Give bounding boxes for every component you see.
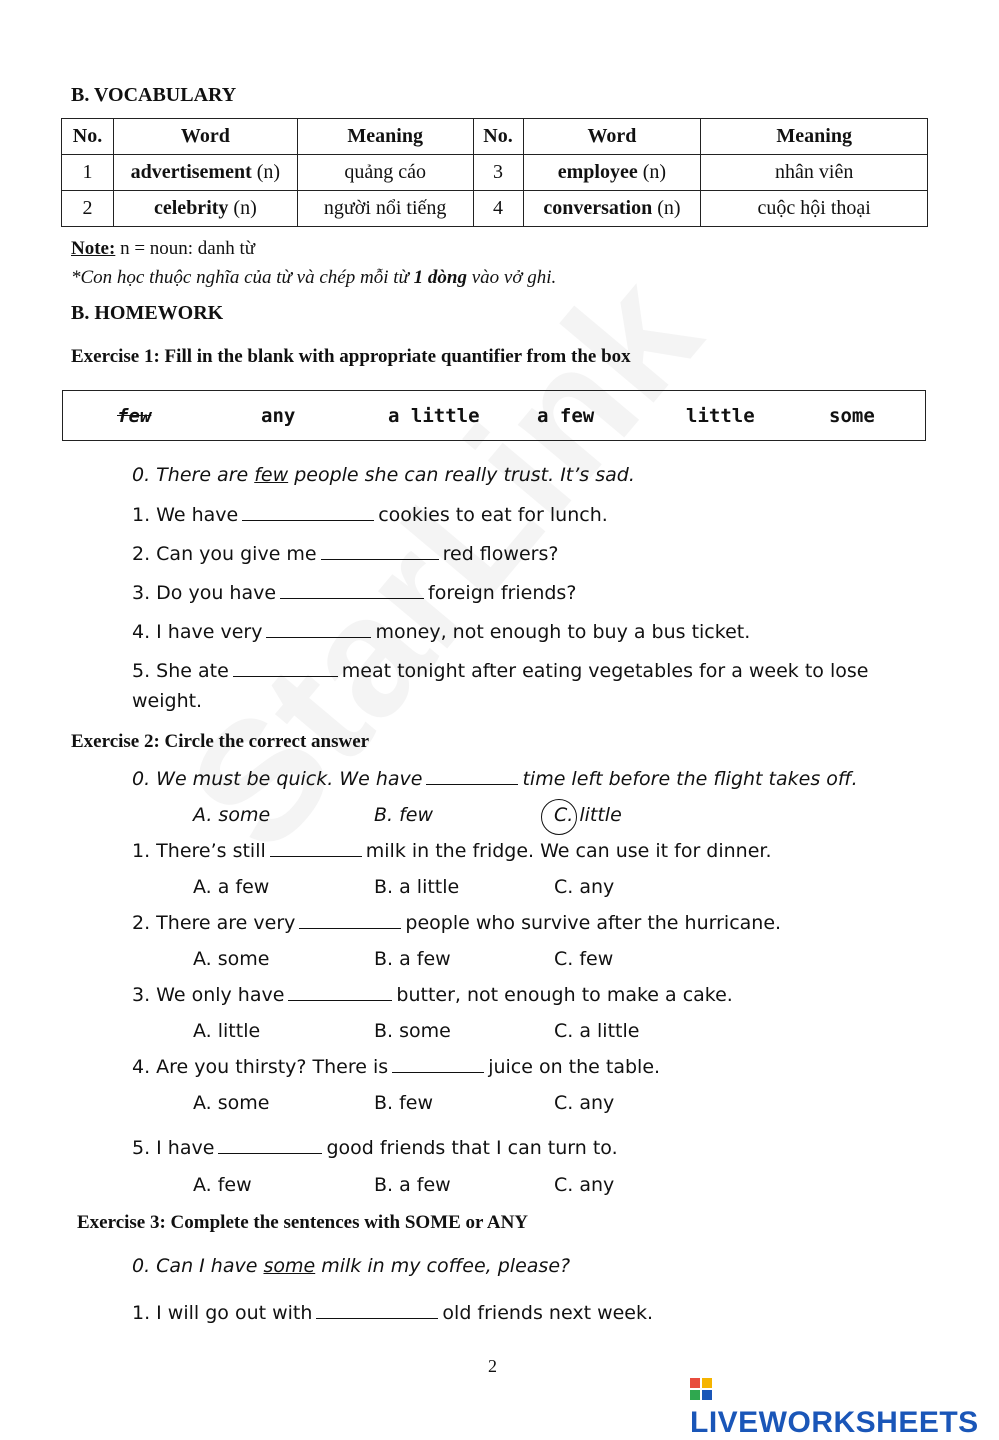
instruction-text: vào vở ghi. [466, 267, 557, 288]
cell-no: 1 [62, 155, 114, 191]
word-box [62, 390, 926, 441]
question-text: good friends that I can turn to. [326, 1137, 618, 1159]
question [132, 1302, 653, 1324]
question-text: foreign friends? [428, 582, 577, 604]
word-text: conversation [543, 197, 653, 219]
exercise-2-example [132, 768, 858, 790]
word-text: celebrity [154, 197, 229, 219]
brand-name: LIVEWORKSHEETS [690, 1406, 979, 1439]
question-text: milk in the fridge. We can use it for dinner. [365, 840, 772, 862]
answer-blank [299, 927, 401, 929]
answer-blank[interactable] [242, 519, 374, 521]
exercise-1-example [132, 464, 635, 486]
question-text: 1. We have [132, 504, 239, 526]
instruction-text: *Con học thuộc nghĩa của từ và chép mỗi từ [71, 267, 414, 288]
note [71, 238, 255, 260]
cell-word [113, 155, 297, 191]
cell-word [523, 191, 701, 227]
answer-blank[interactable] [266, 636, 371, 638]
question [132, 840, 772, 862]
example-text: 0. There are [132, 464, 255, 486]
cell-meaning: nhân viên [701, 155, 928, 191]
option-a[interactable]: A. little [193, 1020, 261, 1042]
note-text: n = noun: danh từ [115, 238, 256, 259]
col-word: Word [523, 119, 701, 155]
question-text: red flowers? [442, 543, 559, 565]
answer-blank[interactable] [233, 675, 338, 677]
option-c[interactable]: C. few [554, 948, 614, 970]
option-a: A. some [193, 804, 271, 826]
question-text: meat tonight after eating vegetables for a week to lose [341, 660, 869, 682]
question [132, 660, 868, 682]
answer-blank[interactable] [316, 1317, 438, 1319]
exercise-1-title: Exercise 1: Fill in the blank with appropriate quantifier from the box [71, 346, 631, 367]
answer-blank [288, 999, 392, 1001]
question-text: 2. Can you give me [132, 543, 317, 565]
question [132, 1137, 618, 1159]
word-pos: (n) [233, 197, 257, 219]
cell-meaning: quảng cáo [297, 155, 473, 191]
box-word: a little [388, 405, 480, 427]
cell-word [113, 191, 297, 227]
option-c[interactable]: C. any [554, 1174, 615, 1196]
question-text: 4. Are you thirsty? There is [132, 1056, 389, 1078]
question-continuation: weight. [132, 690, 203, 712]
col-meaning: Meaning [297, 119, 473, 155]
instruction-emphasis: 1 dòng [413, 267, 467, 288]
col-no: No. [473, 119, 523, 155]
liveworksheets-logo [690, 1372, 999, 1440]
example-text: people she can really trust. It’s sad. [288, 464, 635, 486]
cell-no: 2 [62, 191, 114, 227]
question-text: time left before the flight takes off. [522, 768, 858, 790]
answer-blank [426, 783, 518, 785]
option-b[interactable]: B. few [374, 1092, 434, 1114]
question-text: 4. I have very [132, 621, 263, 643]
table-header-row [62, 119, 928, 155]
cell-no: 3 [473, 155, 523, 191]
question-text: butter, not enough to make a cake. [396, 984, 733, 1006]
cell-no: 4 [473, 191, 523, 227]
question [132, 504, 608, 526]
question [132, 984, 733, 1006]
answer-blank [270, 855, 362, 857]
option-a[interactable]: A. few [193, 1174, 252, 1196]
option-a[interactable]: A. some [193, 1092, 270, 1114]
study-instruction [71, 267, 556, 289]
homework-heading: B. HOMEWORK [71, 302, 224, 324]
question-text: 3. We only have [132, 984, 285, 1006]
question-text: money, not enough to buy a bus ticket. [375, 621, 751, 643]
box-word: a few [537, 405, 595, 427]
col-meaning: Meaning [701, 119, 928, 155]
answer-circle [541, 799, 577, 835]
question [132, 543, 558, 565]
question-text: 0. We must be quick. We have [132, 768, 423, 790]
option-c: C. little [554, 804, 622, 826]
answer-blank[interactable] [321, 558, 439, 560]
word-text: advertisement [130, 161, 252, 183]
exercise-2-title: Exercise 2: Circle the correct answer [71, 731, 370, 752]
box-word: little [686, 405, 755, 427]
page-number: 2 [488, 1356, 497, 1376]
vocabulary-heading: B. VOCABULARY [71, 84, 237, 106]
col-word: Word [113, 119, 297, 155]
question-text: juice on the table. [488, 1056, 661, 1078]
question-text: 5. I have [132, 1137, 215, 1159]
vocabulary-table [61, 118, 928, 227]
box-word: any [261, 405, 296, 427]
answer-blank [218, 1152, 322, 1154]
word-text: employee [557, 161, 638, 183]
option-c[interactable]: C. any [554, 876, 615, 898]
option-a[interactable]: A. some [193, 948, 270, 970]
question [132, 912, 781, 934]
option-b[interactable]: B. a few [374, 1174, 451, 1196]
question [132, 582, 576, 604]
option-b[interactable]: B. a little [374, 876, 460, 898]
word-pos: (n) [642, 161, 667, 183]
word-pos: (n) [657, 197, 681, 219]
example-text: 0. Can I have [132, 1255, 264, 1277]
cell-word [523, 155, 701, 191]
table-row [62, 191, 928, 227]
example-answer: some [263, 1255, 316, 1277]
option-b[interactable]: B. some [374, 1020, 451, 1042]
cell-meaning: cuộc hội thoại [701, 191, 928, 227]
exercise-3-title: Exercise 3: Complete the sentences with SOME or ANY [77, 1212, 529, 1233]
question [132, 621, 750, 643]
question-text: 1. I will go out with [132, 1302, 313, 1324]
col-no: No. [62, 119, 114, 155]
answer-blank [392, 1071, 484, 1073]
option-c[interactable]: C. any [554, 1092, 615, 1114]
option-b[interactable]: B. a few [374, 948, 451, 970]
example-text: milk in my coffee, please? [315, 1255, 571, 1277]
exercise-3-example [132, 1255, 570, 1277]
liveworksheets-icon [690, 1378, 712, 1400]
cell-meaning: người nổi tiếng [297, 191, 473, 227]
table-row [62, 155, 928, 191]
option-c[interactable]: C. a little [554, 1020, 640, 1042]
question-text: 2. There are very [132, 912, 296, 934]
box-word: some [829, 405, 875, 427]
box-word: few [117, 405, 152, 427]
question-text: 3. Do you have [132, 582, 277, 604]
note-label: Note: [71, 238, 116, 259]
option-b: B. few [374, 804, 434, 826]
question [132, 1056, 660, 1078]
option-a[interactable]: A. a few [193, 876, 270, 898]
word-pos: (n) [256, 161, 281, 183]
question-text: cookies to eat for lunch. [378, 504, 608, 526]
question-text: old friends next week. [442, 1302, 654, 1324]
question-text: people who survive after the hurricane. [405, 912, 782, 934]
answer-blank[interactable] [280, 597, 424, 599]
question-text: 5. She ate [132, 660, 229, 682]
example-answer: few [254, 464, 289, 486]
question-text: 1. There’s still [132, 840, 266, 862]
